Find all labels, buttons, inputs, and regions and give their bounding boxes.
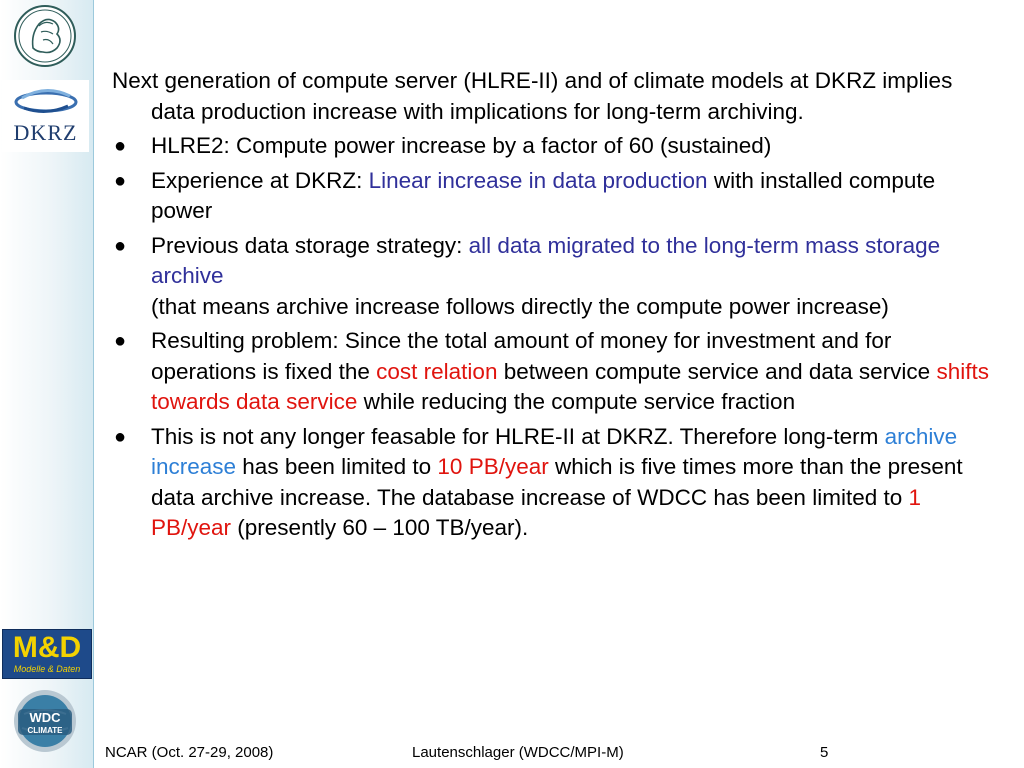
highlight-text: shifts towards data service <box>151 358 989 414</box>
bullet-icon: ● <box>114 169 127 192</box>
wdc-logo-subtext: CLIMATE <box>27 726 63 735</box>
page-number: 5 <box>820 744 829 761</box>
minerva-icon <box>13 4 77 68</box>
md-logo-text: M&D <box>12 631 82 664</box>
mpg-logo <box>13 4 77 68</box>
bullet-item-compute-power <box>112 131 997 162</box>
bullet-item-resulting-problem <box>112 326 997 418</box>
dkrz-logo <box>2 80 89 152</box>
highlight-text: archive increase <box>151 423 958 479</box>
md-logo <box>2 629 92 679</box>
highlight-text: 10 PB/year <box>437 454 549 479</box>
dkrz-logo-text: DKRZ <box>13 120 78 145</box>
bullet-text: Experience at DKRZ: <box>151 167 369 193</box>
bullet-item-storage-strategy <box>112 231 997 323</box>
bullet-text: between compute service and data service <box>497 358 937 384</box>
bullet-text: which is five times more than the present data archive increase. The database increase of WDCC has been limited to <box>151 454 963 510</box>
bullet-text: (that means archive increase follows directly the compute power increase) <box>151 293 889 319</box>
bullet-icon: ● <box>114 330 127 352</box>
bullet-text: HLRE2: Compute power increase by a factor of 60 (sustained) <box>151 133 772 158</box>
highlight-text: all data migrated to the long-term mass storage archive <box>151 232 941 288</box>
bullet-text: has been limited to <box>236 454 438 479</box>
highlight-text: Linear increase in data production <box>368 167 708 193</box>
wdc-logo-text: WDC <box>29 710 61 725</box>
bullet-text: Resulting problem: Since the total amount of money for investment and for operations is fixed the <box>151 328 892 384</box>
bullet-text: (presently 60 – 100 TB/year). <box>231 515 529 540</box>
sidebar <box>0 0 94 768</box>
bullet-icon: ● <box>114 135 127 157</box>
bullet-item-experience <box>112 166 997 227</box>
bullet-icon: ● <box>114 234 127 257</box>
footer-event: NCAR (Oct. 27-29, 2008) <box>105 744 274 761</box>
footer-author: Lautenschlager (WDCC/MPI-M) <box>412 744 624 761</box>
bullet-text: This is not any longer feasable for HLRE-II at DKRZ. Therefore long-term <box>151 423 885 449</box>
bullet-text: while reducing the compute service fraction <box>357 389 796 414</box>
md-logo-subtext: Modelle & Daten <box>13 664 81 674</box>
dkrz-swoosh-icon <box>2 80 89 120</box>
highlight-text: 1 PB/year <box>151 484 922 540</box>
bullet-text: with installed compute power <box>151 167 936 223</box>
bullet-text: Previous data storage strategy: <box>151 232 469 258</box>
slide-content <box>112 66 997 548</box>
bullet-icon: ● <box>114 425 127 448</box>
intro-paragraph: Next generation of compute server (HLRE-II) and of climate models at DKRZ implies data production increase with implications for long-term archiving. <box>112 68 953 124</box>
bullet-item-feasibility <box>112 422 997 544</box>
highlight-text: cost relation <box>376 358 498 384</box>
wdc-climate-logo <box>12 688 78 754</box>
